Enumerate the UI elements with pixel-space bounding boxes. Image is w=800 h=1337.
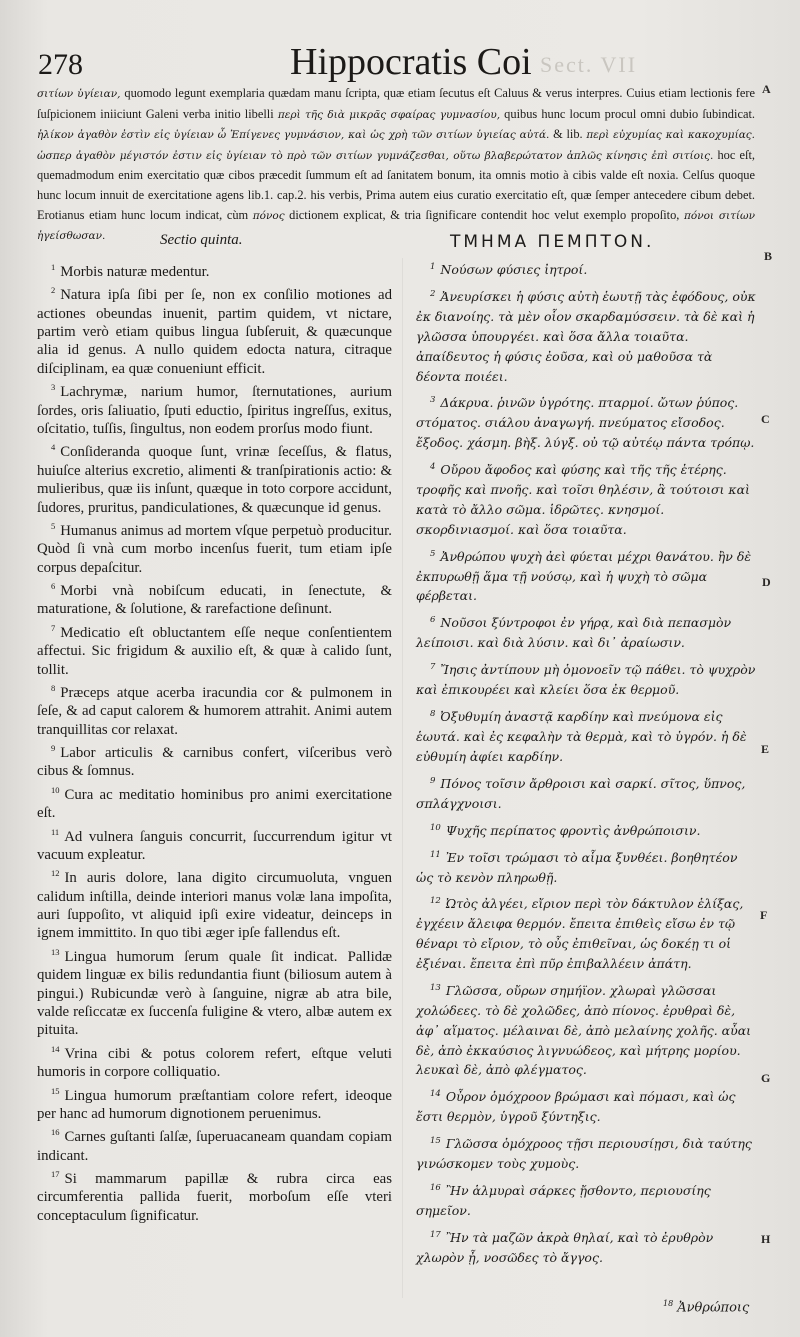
aphorism-number: 8: [430, 708, 436, 719]
aphorism-text: Lingua humorum præſtantiam colore refert, ideoque per hanc ad humorum dignotionem peruenimus.: [37, 1087, 392, 1122]
aphorism-number: 15: [430, 1136, 441, 1147]
aphorism-number: 14: [430, 1089, 441, 1100]
aphorism-number: 1: [430, 262, 436, 272]
margin-letter-h: H: [761, 1232, 771, 1246]
greek-aphorism: [416, 1132, 756, 1174]
greek-aphorism: [416, 846, 756, 888]
greek-section-heading: ΤΜΗΜΑ ΠΕΜΠΤΟΝ.: [450, 232, 655, 252]
greek-aphorism: [416, 705, 756, 767]
aphorism-text: Ἢν τὰ μαζῶν ἀκρὰ θηλαί, καὶ τὸ ἐρυθρὸν χλωρὸν ᾖ, νοσῶδες τὸ ἄγγος.: [416, 1229, 714, 1265]
aphorism-text: Ἐν τοῖσι τρώμασι τὸ αἷμα ξυνθέει. βοηθητέον ὡς τὸ κενὸν πληρωθῇ.: [416, 849, 738, 885]
aphorism-number: 1: [51, 262, 56, 272]
latin-aphorism: [37, 1123, 392, 1165]
aphorism-text: Οὖρον ὁμόχροον βρώμασι καὶ πόμασι, καὶ ὡς ἔστι θερμὸν, ὑγροῦ ξύντηξις.: [416, 1089, 736, 1125]
aphorism-text: Si mammarum papillæ & rubra circa eas circumferentia pallida fuerit, morboſum eſſe vteri conceptaculum ſignificatur.: [37, 1170, 392, 1224]
aphorism-text: Carnes guſtanti ſalſæ, ſuperuacaneam quandam copiam indicant.: [37, 1129, 392, 1164]
latin-text: quibus hunc locum procul omni dubio ſubindicat.: [500, 106, 755, 121]
show-through-title: Sect. VII: [540, 52, 638, 77]
greek-quote: πόνοι σιτίων ἡγείσθωσαν.: [37, 209, 755, 243]
aphorism-number: 9: [51, 743, 56, 754]
latin-aphorism: [37, 438, 392, 517]
greek-aphorism: [416, 772, 756, 814]
page-header: [0, 40, 800, 90]
latin-aphorism: [37, 864, 392, 943]
aphorism-number: 13: [51, 946, 60, 957]
greek-quote: περὶ τῆς διὰ μικρᾶς σφαίρας γυμνασίου,: [277, 108, 501, 121]
latin-aphorism: [37, 1082, 392, 1124]
catchword: [663, 1299, 749, 1315]
latin-text: quomodo legunt exemplaria quædam manu ſcripta, quæ etiam ſecutus eſt Caluus & verus interpres. Cuius etiam lectionis fere ſuſpicionem iniiciunt Galeni verba initio libelli: [37, 86, 755, 121]
greek-aphorism: [416, 285, 756, 386]
aphorism-text: Natura ipſa ſibi per ſe, non ex conſilio motiones ad actiones obeundas inuenit, partim quidem, vt nictare, partim verò etiam quibus lingua ſubſeruit, & quæcunque alia id genus. A nullo quidem edocta natura, citraque diſciplinam, ea quæ conueniunt efficit.: [37, 287, 392, 377]
aphorism-text: Ad vulnera ſanguis concurrit, ſuccurrendum igitur vt vacuum expleatur.: [37, 828, 392, 863]
page-number: 278: [38, 48, 83, 81]
greek-aphorism: [416, 611, 756, 653]
aphorism-text: Ἀνθρώπου ψυχὴ ἀεὶ φύεται μέχρι θανάτου. ἢν δὲ ἐκπυρωθῇ ἅμα τῇ νούσῳ, καὶ ἡ ψυχὴ τὸ σῶμα φέρβεται.: [416, 548, 752, 604]
latin-text: & lib.: [549, 127, 587, 142]
aphorism-number: 16: [430, 1182, 441, 1193]
aphorism-number: 7: [51, 622, 56, 633]
aphorism-number: 3: [51, 382, 56, 393]
greek-aphorism: [416, 819, 756, 841]
aphorism-text: Ἢν ἁλμυραὶ σάρκες ᾔσθοντο, περιουσίης σημεῖον.: [416, 1183, 711, 1218]
greek-aphorism: [416, 545, 756, 607]
latin-column: [37, 258, 392, 1225]
greek-aphorism: [416, 1226, 756, 1268]
greek-quote: σιτίων ὑγίειαν,: [37, 88, 125, 100]
greek-quote: ἡλίκον ἀγαθὸν ἐστὶν εἰς ὑγίειαν ὦ Ἐπίγενες γυμνάσιον, καὶ ὡς χρὴ τῶν σιτίων ὑγιείας αὐτά.: [37, 129, 550, 142]
aphorism-text: Οὔρου ἄφοδος καὶ φύσης καὶ τῆς τῆς ἑτέρης. τροφῆς καὶ πνοῆς. καὶ τοῖσι θηλέσιν, ἃ τούτοισι καὶ κατὰ τὸ ἄλλο σῶμα. ἱδρῶτες. κνησμοί. σκορδινιασμοί. καὶ ὅσα τοιαῦτα.: [416, 462, 750, 537]
greek-aphorism: [416, 658, 756, 700]
aphorism-text: In auris dolore, lana digito circumuoluta, vnguen calidum inſtilla, deinde interiori manus volæ lana impoſita, auri ſuppoſito, vt aliquid ipſi exire videatur, deinceps in ignem immittito. In quo tibi æger ipſe fallendus eſt.: [37, 870, 392, 942]
aphorism-number: 12: [430, 896, 441, 907]
aphorism-number: 2: [51, 285, 56, 296]
aphorism-number: 10: [430, 822, 441, 833]
aphorism-number: 5: [430, 548, 436, 559]
catchword-text: Ἀνθρώποις: [677, 1300, 750, 1316]
aphorism-number: 8: [51, 682, 56, 693]
greek-quote: πόνος: [252, 209, 285, 222]
aphorism-number: 5: [51, 520, 56, 531]
latin-aphorism: [37, 577, 392, 619]
column-gutter: [402, 258, 403, 1298]
aphorism-text: Lingua humorum ſerum quale ſit indicat. Pallidæ quidem linguæ ex bilis redundantia fiunt (biliosum autem à pingui.) Rubicundæ verò à ſanguine, nigræ ab atra bile, valde reſiccatæ ex ſuccenſa fuligine & vtero, albæ autem ex pituita.: [37, 948, 392, 1039]
margin-letter-b: B: [764, 249, 773, 263]
aphorism-text: Ἴησις ἀντίπουν μὴ ὁμονοεῖν τῷ πάθει. τὸ ψυχρὸν καὶ ἐπικουρέει καὶ κλείει ὅσα ἐκ θερμοῦ.: [416, 662, 756, 698]
aphorism-number: 9: [430, 775, 436, 786]
latin-aphorism: [37, 943, 392, 1040]
latin-text: hoc eſt, quemadmodum enim exercitatio quæ cibos præcedit ſummum eſt ad ſanitatem bonum, ita omnis motio à cibis valde eſt noxia. Celſus quoque hunc locum innuit de exercitatione agens lib.1. cap.2. his verbis, Prima autem eius curatio exercitatio eſt, quæ ſemper antecedere cibum debet. Erotianus etiam hunc locum indicat, cùm: [37, 147, 755, 222]
aphorism-text: Humanus animus ad mortem vſque perpetuò producitur. Quòd ſi vnà cum morbo incenſus fuerit, tum etiam ipſe corpus depaſcitur.: [37, 522, 392, 576]
aphorism-text: Lachrymæ, narium humor, ſternutationes, aurium ſordes, oris ſaliuatio, ſputi eductio, ſpiritus ingreſſus, exitus, oſcitatio, tuſſis, ſingultus, non eodem prorſus modo fiunt.: [37, 384, 392, 438]
aphorism-number: 11: [430, 849, 441, 860]
aphorism-text: Ἀνευρίσκει ἡ φύσις αὐτὴ ἑωυτῇ τὰς ἐφόδους, οὐκ ἐκ διανοίης. τὰ μὲν οἷον σκαρδαμύσσειν. τὰ δὲ καὶ ἡ γλῶσσα ὑπουργέει. καὶ ὅσα ἄλλα τοιαῦτα. ἀπαίδευτος ἡ φύσις ἐοῦσα, καὶ οὐ μαθοῦσα τὰ δέοντα ποιέει.: [416, 289, 756, 384]
commentary-paragraph: [37, 84, 755, 247]
greek-aphorism: [416, 892, 756, 974]
aphorism-text: Conſideranda quoque ſunt, vrinæ ſeceſſus, & flatus, huiuſce alterius excretio, alimenti & tranſpirationis actio: & mulieribus, quæ iis inſunt, quæque in toto corpore accidunt, ſudores, pruritus, pandiculationes, & quæcunque id genus.: [37, 444, 392, 516]
latin-aphorism: [37, 739, 392, 781]
latin-aphorism: [37, 258, 392, 281]
aphorism-text: Medicatio eſt obluctantem eſſe neque conſentientem affectui. Sic frigidum & auxilio eſt, & quæ à calido ſunt, tollit.: [37, 624, 392, 678]
aphorism-number: 7: [430, 662, 436, 673]
aphorism-number: 17: [51, 1169, 60, 1180]
latin-aphorism: [37, 1165, 392, 1225]
aphorism-text: Δάκρυα. ῥινῶν ὑγρότης. πταρμοί. ὤτων ῥύπος. στόματος. σιάλου ἀναγωγή. πνεύματος εἴσοδος. ἔξοδος. χάσμη. βὴξ. λύγξ. οὐ τῷ αὐτέῳ πάντα τρόπῳ.: [416, 395, 755, 451]
margin-letter-g: G: [761, 1071, 771, 1085]
aphorism-text: Νούσων φύσιες ἰητροί.: [440, 262, 588, 278]
latin-text: dictionem explicat, & tria ſignificare contendit hoc velut exemplo propoſito,: [284, 207, 684, 222]
catchword-number: 18: [663, 1299, 674, 1308]
aphorism-text: Labor articulis & carnibus confert, viſceribus verò cibus & ſomnus.: [37, 745, 392, 780]
aphorism-number: 4: [430, 462, 436, 473]
latin-section-heading: Sectio quinta.: [160, 232, 243, 248]
aphorism-text: Ψυχῆς περίπατος φροντὶς ἀνθρώποισιν.: [445, 822, 701, 838]
aphorism-number: 6: [430, 615, 436, 626]
latin-aphorism: [37, 281, 392, 378]
greek-aphorism: [416, 258, 756, 280]
aphorism-number: 12: [51, 868, 60, 879]
latin-aphorism: [37, 823, 392, 865]
aphorism-number: 14: [51, 1043, 60, 1054]
aphorism-number: 10: [51, 784, 60, 795]
margin-letter-e: E: [761, 742, 770, 756]
aphorism-text: Πόνος τοῖσιν ἄρθροισι καὶ σαρκί. σῖτος, ὕπνος, σπλάγχνοισι.: [416, 775, 746, 811]
latin-aphorism: [37, 619, 392, 679]
aphorism-number: 13: [430, 982, 441, 993]
aphorism-text: Ὀξυθυμίη ἀναστᾷ καρδίην καὶ πνεύμονα εἰς ἑωυτά. καὶ ἐς κεφαλὴν τὰ θερμὰ, καὶ τὸ ὑγρόν. ἡ δὲ εὐθυμίη ἀφίει καρδίην.: [416, 709, 747, 764]
aphorism-number: 2: [430, 289, 436, 299]
aphorism-number: 3: [430, 395, 436, 406]
aphorism-text: Morbi vnà nobiſcum educati, in ſenectute, & maturatione, & ſolutione, & rarefactione deſinunt.: [37, 583, 392, 618]
greek-aphorism: [416, 1179, 756, 1221]
aphorism-number: 4: [51, 442, 56, 453]
latin-aphorism: [37, 679, 392, 739]
greek-quote: περὶ εὐχυμίας καὶ κακοχυμίας. ὡσπερ ἀγαθὸν μέγιστόν ἐστιν εἰς ὑγίειαν τὸ πρὸ τῶν σιτίων γυμνάζεσθαι, οὕτω βλαβερώτατον ἁπλῶς κίνησις ἐπὶ σιτίοις.: [37, 129, 756, 162]
greek-aphorism: [416, 1085, 756, 1127]
latin-aphorism: [37, 378, 392, 438]
aphorism-number: 15: [51, 1085, 60, 1096]
aphorism-text: Γλῶσσα ὁμόχροος τῇσι περιουσίῃσι, διὰ ταύτης γινώσκομεν τοὺς χυμοὺς.: [416, 1136, 752, 1172]
greek-aphorism: [416, 391, 756, 453]
aphorism-text: Γλῶσσα, οὔρων σημήϊον. χλωραὶ γλῶσσαι χολώδεες. τὸ δὲ χολῶδες, ἀπὸ πίονος. ἐρυθραὶ δὲ, ἀφ᾽ αἵματος. μέλαιναι δὲ, ἀπὸ μελαίνης χολῆς. αὖαι δὲ, ἀπὸ ἐκκαύσιος λιγνυώδεος, καὶ μήτρης μορίου. λευκαὶ δὲ, ἀπὸ φλέγματος.: [416, 983, 752, 1078]
aphorism-text: Præceps atque acerba iracundia cor & pulmonem in ſeſe, & ad caput calorem & humorem attrahit. Animi autem tranquillitas cor relaxat.: [37, 684, 392, 738]
greek-aphorism: [416, 458, 756, 540]
aphorism-text: Ὠτὸς ἀλγέει, εἴριον περὶ τὸν δάκτυλον ἑλίξας, ἐγχέειν ἄλειφα θερμόν. ἔπειτα ἐπιθεὶς εἴσω ἐν τῷ θέναρι τὸ εἴριον, τὸ οὖς ἐπιθεῖναι, ὡς δοκέῃ τι οἱ ἐξιέναι. ἔπειτα ἐπὶ πῦρ ἐπιβαλλέειν ἀπάτη.: [416, 896, 744, 972]
margin-letter-c: C: [761, 412, 770, 426]
latin-aphorism: [37, 1040, 392, 1082]
margin-letter-a: A: [762, 82, 771, 96]
aphorism-number: 6: [51, 581, 56, 592]
aphorism-number: 16: [51, 1127, 60, 1138]
running-title: Hippocratis Coi: [290, 41, 532, 83]
aphorism-text: Vrina cibi & potus colorem refert, eſtque veluti humoris in corpore colliquatio.: [37, 1045, 392, 1081]
aphorism-number: 11: [51, 826, 60, 837]
margin-letter-f: F: [760, 908, 768, 922]
latin-aphorism: [37, 517, 392, 577]
aphorism-text: Cura ac meditatio hominibus pro animi exercitatione eſt.: [37, 786, 392, 822]
aphorism-number: 17: [430, 1229, 441, 1240]
greek-column: [416, 258, 756, 1273]
margin-letter-d: D: [762, 575, 771, 589]
greek-aphorism: [416, 979, 756, 1080]
aphorism-text: Νοῦσοι ξύντροφοι ἐν γήρᾳ, καὶ διὰ πεπασμὸν λείποισι. καὶ διὰ λύσιν. καὶ δι᾽ ἀραίωσιν.: [416, 615, 732, 651]
aphorism-text: Morbis naturæ medentur.: [60, 263, 210, 280]
latin-aphorism: [37, 781, 392, 823]
